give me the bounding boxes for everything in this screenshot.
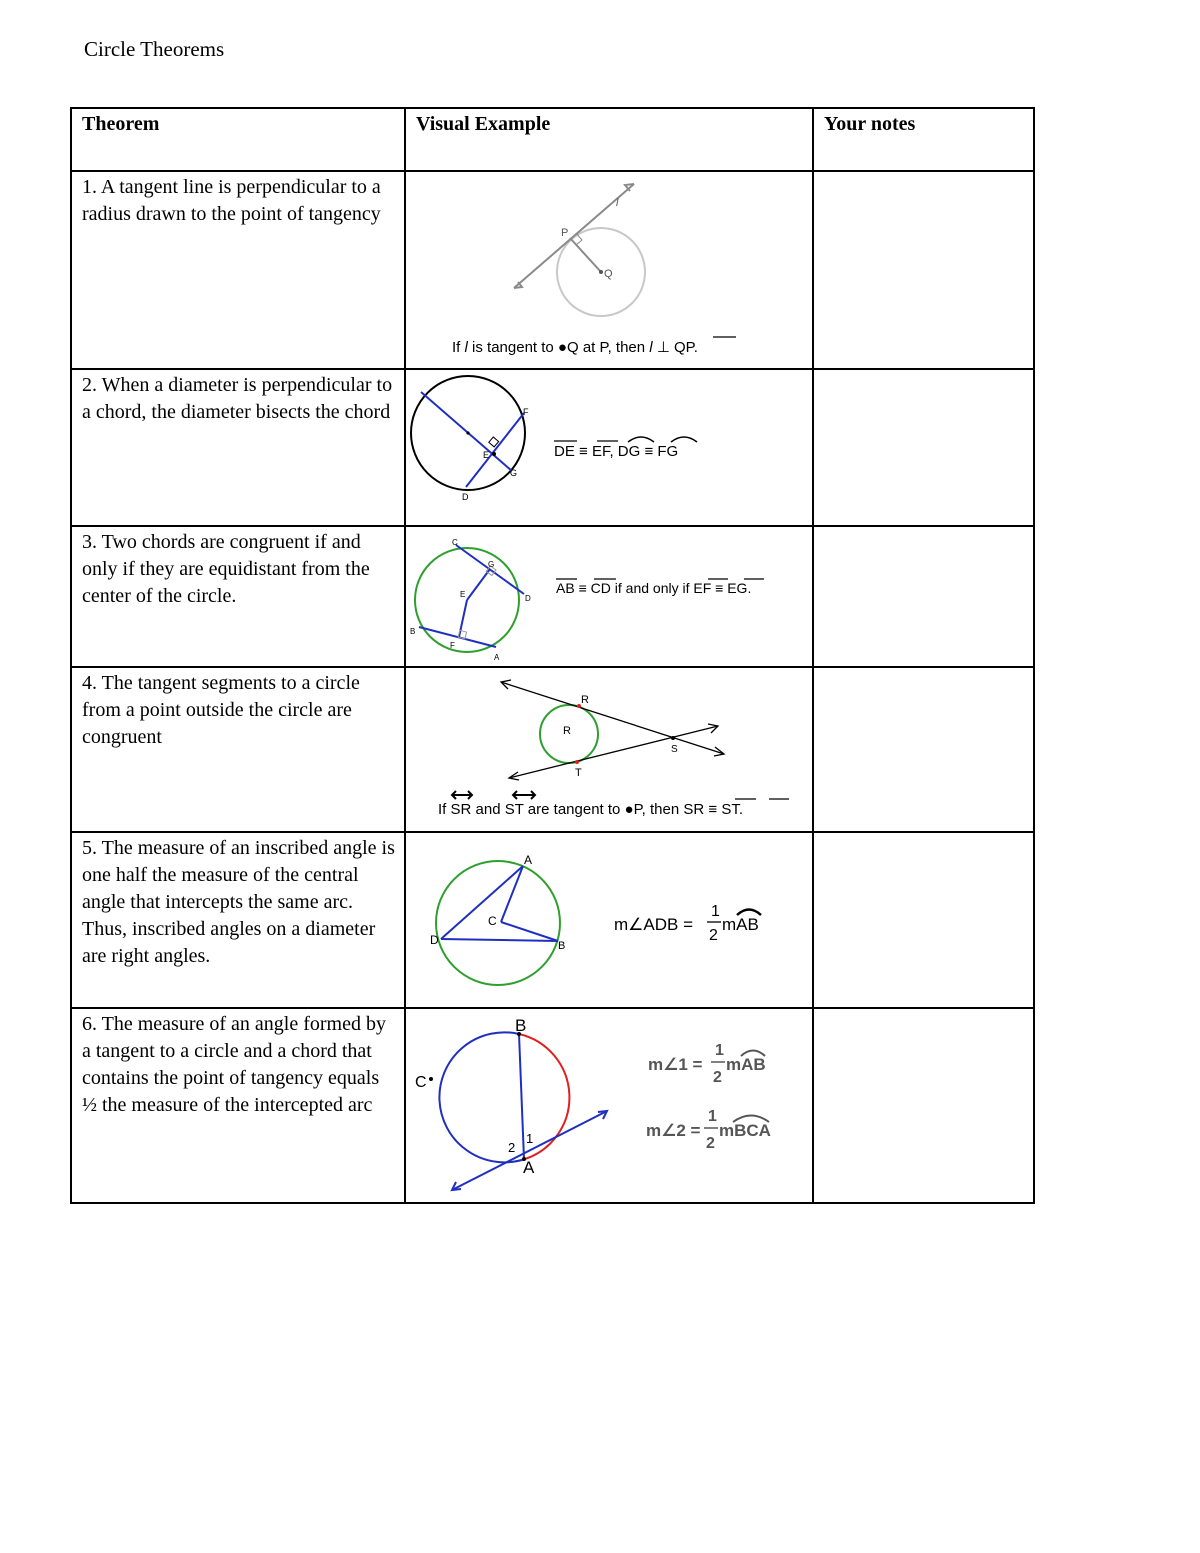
formula2-arc: mBCA [719, 1121, 771, 1140]
formula1-den: 2 [713, 1069, 722, 1086]
point-s [671, 736, 675, 740]
header-theorem: Theorem [71, 108, 405, 171]
visual-example-5 [405, 832, 813, 1008]
theorem-row-5 [71, 832, 1034, 1008]
chord-ad [441, 866, 523, 939]
label-f: F [523, 407, 529, 417]
point-e [492, 452, 496, 456]
line-symbol-sr [452, 791, 472, 799]
formula-arc: mAB [722, 915, 759, 934]
visual-example-4 [405, 667, 813, 832]
label-f: F [450, 641, 455, 650]
theorem-row-1 [71, 171, 1034, 369]
visual-example-1 [405, 171, 813, 369]
label-c: C [415, 1074, 427, 1091]
formula1-num: 1 [715, 1042, 724, 1059]
center-dot [466, 431, 469, 434]
label-s: S [671, 744, 678, 755]
point-c [429, 1077, 433, 1081]
tangent-line-sr [501, 682, 724, 754]
label-d: D [430, 933, 439, 947]
tangent-chord-angle-diagram [406, 1009, 810, 1200]
line-symbol-st [513, 791, 535, 799]
theorem-row-3 [71, 526, 1034, 667]
label-g: G [488, 560, 495, 569]
theorem-text-3: 3. Two chords are congruent if and only if they are equidistant from the center of the circle. [82, 531, 370, 607]
label-d: D [462, 492, 469, 502]
visual-example-6 [405, 1008, 813, 1203]
label-t: T [575, 767, 582, 779]
label-p: P [561, 227, 569, 239]
label-b: B [558, 940, 566, 952]
theorems-table [70, 107, 1035, 1204]
document-title: Circle Theorems [84, 37, 225, 61]
notes-cell-3[interactable] [813, 526, 1034, 667]
theorem-text-4: 4. The tangent segments to a circle from a point outside the circle are congruent [82, 672, 360, 748]
label-a: A [523, 1158, 535, 1177]
header-your-notes: Your notes [813, 108, 1034, 171]
chord-db [441, 939, 558, 941]
diameter [421, 392, 512, 471]
notes-cell-2[interactable] [813, 369, 1034, 526]
formula-lhs: m∠ADB = [614, 915, 694, 934]
equidistant-chords-diagram [406, 527, 810, 664]
formula2-num: 1 [708, 1108, 717, 1125]
radius-ca [501, 866, 523, 922]
visual-example-2 [405, 369, 813, 526]
formula2-lhs: m∠2 = [646, 1121, 701, 1140]
formula1-arc: mAB [726, 1055, 766, 1074]
formula1-lhs: m∠1 = [648, 1055, 703, 1074]
formula2-den: 2 [706, 1135, 715, 1152]
theorem-row-6 [71, 1008, 1034, 1203]
notes-cell-4[interactable] [813, 667, 1034, 832]
label-r-top: R [581, 694, 589, 706]
notes-cell-1[interactable] [813, 171, 1034, 369]
theorem-text-6: 6. The measure of an angle formed by a tangent to a circle and a chord that contains the point of tangency equals ½ the measure of the intercepted arc [82, 1013, 386, 1116]
label-b: B [515, 1016, 527, 1035]
theorem-text-1: 1. A tangent line is perpendicular to a radius drawn to the point of tangency [82, 176, 381, 225]
label-r-center: R [563, 725, 571, 737]
label-q: Q [604, 268, 613, 280]
tangent-segments-diagram [406, 668, 810, 829]
formula-num: 1 [711, 903, 720, 920]
radius-qp [570, 238, 601, 272]
tangent-line [452, 1111, 607, 1190]
label-a: A [524, 853, 533, 867]
caption-1: If l is tangent to ●Q at P, then l ⊥ QP. [452, 339, 698, 356]
arc-fg [671, 437, 697, 442]
header-row [71, 108, 1034, 171]
caption-2: DE ≡ EF, DG ≡ FG [554, 443, 679, 460]
radius-cb [501, 922, 558, 941]
point-t [575, 760, 579, 764]
caption-4: If SR and ST are tangent to ●P, then SR ≡ ST. [438, 801, 744, 818]
label-a: A [494, 653, 500, 662]
inscribed-angle-diagram [406, 833, 810, 1005]
visual-example-3 [405, 526, 813, 667]
segment-eg [467, 569, 490, 600]
label-c: C [488, 914, 497, 928]
chord-ab [519, 1034, 524, 1159]
center-q-dot [599, 270, 603, 274]
label-e: E [483, 450, 490, 460]
label-b: B [410, 627, 416, 636]
theorem-row-2 [71, 369, 1034, 526]
arc-dg [628, 437, 654, 442]
caption-3: AB ≡ CD if and only if EF ≡ EG. [556, 580, 752, 596]
notes-cell-6[interactable] [813, 1008, 1034, 1203]
label-angle-2: 2 [508, 1140, 516, 1155]
theorem-text-5: 5. The measure of an inscribed angle is one half the measure of the central angle that intercepts the same arc. Thus, inscribed angles on a diameter are right angles. [82, 837, 395, 967]
label-l: l [616, 197, 619, 209]
theorem-text-2: 2. When a diameter is perpendicular to a chord, the diameter bisects the chord [82, 374, 393, 423]
label-g: G [510, 468, 518, 478]
label-c: C [452, 538, 458, 547]
label-d: D [525, 594, 531, 603]
header-visual-example: Visual Example [405, 108, 813, 171]
diameter-chord-diagram [406, 370, 810, 523]
circle [436, 861, 560, 985]
theorem-row-4 [71, 667, 1034, 832]
right-angle-mark [489, 437, 499, 447]
tangent-radius-diagram [406, 172, 810, 366]
label-angle-1: 1 [526, 1131, 534, 1146]
formula-den: 2 [709, 927, 718, 944]
notes-cell-5[interactable] [813, 832, 1034, 1008]
label-e: E [460, 590, 466, 599]
